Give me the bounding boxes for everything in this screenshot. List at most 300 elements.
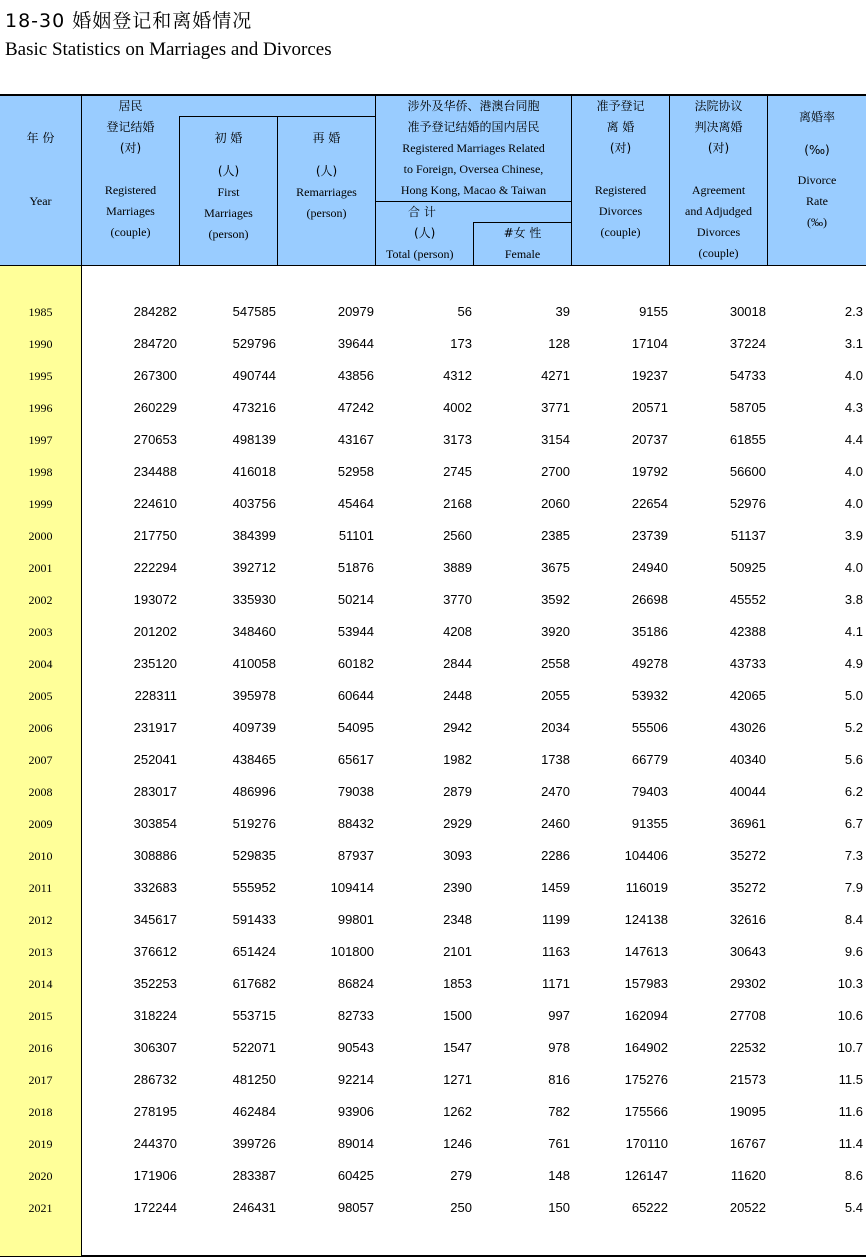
- resident-marriages-cell: 228311: [134, 688, 177, 703]
- foreign-female-cell: 2034: [541, 720, 570, 735]
- remarriages-cell: 87937: [337, 848, 374, 863]
- header-first-marriages: 初 婚 (人) First Marriages (person): [204, 131, 253, 241]
- foreign-female-cell: 150: [548, 1200, 570, 1215]
- foreign-total-cell: 279: [450, 1168, 472, 1183]
- first-marriages-cell: 547585: [232, 304, 276, 319]
- first-marriages-cell: 529796: [232, 336, 276, 351]
- table-row: [0, 680, 866, 712]
- registered-divorces-cell: 26698: [631, 592, 668, 607]
- foreign-total-cell: 4312: [443, 368, 472, 383]
- foreign-total-cell: 4208: [443, 624, 472, 639]
- remarriages-cell: 20979: [337, 304, 374, 319]
- year-cell: 1999: [28, 497, 53, 511]
- foreign-total-cell: 3889: [443, 560, 472, 575]
- year-cell: 1985: [28, 305, 53, 319]
- foreign-total-cell: 3173: [443, 432, 472, 447]
- table-row: [0, 1064, 866, 1096]
- foreign-total-cell: 1262: [443, 1104, 472, 1119]
- foreign-female-cell: 2055: [541, 688, 570, 703]
- header-bottom-rule: [0, 265, 866, 266]
- table-row: [0, 808, 866, 840]
- foreign-total-cell: 1246: [443, 1136, 472, 1151]
- court-divorces-cell: 30018: [729, 304, 766, 319]
- remarriages-cell: 51101: [338, 528, 374, 543]
- year-cell: 2012: [28, 913, 53, 927]
- registered-divorces-cell: 175276: [624, 1072, 668, 1087]
- table-row: [0, 904, 866, 936]
- header-remarriages: 再 婚 (人) Remarriages (person): [296, 131, 357, 220]
- resident-marriages-cell: 278195: [133, 1104, 177, 1119]
- court-divorces-cell: 40340: [729, 752, 766, 767]
- foreign-total-cell: 2560: [443, 528, 472, 543]
- year-cell: 2001: [28, 561, 53, 575]
- court-divorces-cell: 29302: [729, 976, 766, 991]
- foreign-female-cell: 1459: [541, 880, 570, 895]
- year-cell: 2006: [28, 721, 53, 735]
- divorce-rate-cell: 4.0: [844, 368, 863, 383]
- year-cell: 2013: [28, 945, 53, 959]
- table-row: [0, 1128, 866, 1160]
- first-marriages-cell: 246431: [232, 1200, 276, 1215]
- registered-divorces-cell: 116019: [625, 880, 668, 895]
- first-marriages-cell: 348460: [232, 624, 276, 639]
- table-row: [0, 328, 866, 360]
- header-resident-marriages: 居民 登记结婚 (对) Registered Marriages (couple): [104, 99, 157, 239]
- resident-marriages-cell: 267300: [133, 368, 177, 383]
- resident-marriages-cell: 303854: [133, 816, 177, 831]
- foreign-female-cell: 39: [555, 304, 570, 319]
- first-marriages-cell: 416018: [232, 464, 276, 479]
- year-cell: 2000: [28, 529, 53, 543]
- foreign-female-cell: 1163: [542, 944, 570, 959]
- divorce-rate-cell: 4.0: [844, 464, 863, 479]
- remarriages-cell: 101800: [330, 944, 374, 959]
- court-divorces-cell: 37224: [729, 336, 766, 351]
- registered-divorces-cell: 24940: [631, 560, 668, 575]
- divorce-rate-cell: 4.9: [844, 656, 863, 671]
- resident-marriages-cell: 332683: [133, 880, 177, 895]
- first-marriages-cell: 392712: [232, 560, 276, 575]
- registered-divorces-cell: 22654: [631, 496, 668, 511]
- first-marriages-cell: 555952: [232, 880, 276, 895]
- resident-marriages-cell: 171906: [133, 1168, 177, 1183]
- first-marriages-cell: 473216: [232, 400, 276, 415]
- court-divorces-cell: 42065: [729, 688, 766, 703]
- first-marriages-cell: 410058: [232, 656, 276, 671]
- table-row: [0, 744, 866, 776]
- foreign-female-cell: 761: [548, 1136, 570, 1151]
- foreign-total-cell: 1547: [443, 1040, 472, 1055]
- year-cell: 2016: [28, 1041, 53, 1055]
- registered-divorces-cell: 124138: [624, 912, 668, 927]
- foreign-total-cell: 2879: [443, 784, 472, 799]
- table-row: [0, 392, 866, 424]
- first-marriages-cell: 519276: [232, 816, 276, 831]
- remarriages-cell: 60644: [337, 688, 374, 703]
- resident-marriages-cell: 376612: [133, 944, 177, 959]
- court-divorces-cell: 22532: [729, 1040, 766, 1055]
- resident-marriages-cell: 244370: [133, 1136, 177, 1151]
- header-sub-rule-resident: [180, 116, 376, 117]
- table-row: [0, 1192, 866, 1224]
- foreign-total-cell: 2929: [443, 816, 472, 831]
- table-row: [0, 552, 866, 584]
- divorce-rate-cell: 3.1: [844, 336, 863, 351]
- court-divorces-cell: 30643: [729, 944, 766, 959]
- registered-divorces-cell: 23739: [631, 528, 668, 543]
- remarriages-cell: 79038: [337, 784, 374, 799]
- registered-divorces-cell: 164902: [624, 1040, 668, 1055]
- divorce-rate-cell: 3.8: [844, 592, 863, 607]
- foreign-total-cell: 2348: [443, 912, 472, 927]
- header-registered-divorces: 准予登记 离 婚 (对) Registered Divorces (couple): [594, 99, 647, 239]
- page-title-en: Basic Statistics on Marriages and Divorces: [5, 39, 332, 60]
- first-marriages-cell: 498139: [232, 432, 276, 447]
- foreign-total-cell: 173: [450, 336, 472, 351]
- first-marriages-cell: 403756: [232, 496, 276, 511]
- divorce-rate-cell: 5.6: [844, 752, 863, 767]
- registered-divorces-cell: 147613: [624, 944, 668, 959]
- resident-marriages-cell: 283017: [133, 784, 177, 799]
- year-cell: 2004: [28, 657, 53, 671]
- divorce-rate-cell: 6.7: [844, 816, 863, 831]
- foreign-female-cell: 1738: [541, 752, 570, 767]
- court-divorces-cell: 16767: [729, 1136, 766, 1151]
- first-marriages-cell: 651424: [232, 944, 276, 959]
- registered-divorces-cell: 126147: [624, 1168, 668, 1183]
- table-row: [0, 296, 866, 328]
- registered-divorces-cell: 175566: [624, 1104, 668, 1119]
- divorce-rate-cell: 5.0: [844, 688, 863, 703]
- registered-divorces-cell: 49278: [631, 656, 668, 671]
- table-row: [0, 520, 866, 552]
- divorce-rate-cell: 3.9: [844, 528, 863, 543]
- court-divorces-cell: 36961: [729, 816, 766, 831]
- first-marriages-cell: 522071: [232, 1040, 276, 1055]
- foreign-female-cell: 1171: [542, 976, 570, 991]
- foreign-total-cell: 3770: [443, 592, 472, 607]
- header-foreign-female: #女 性 Female: [503, 226, 542, 261]
- header-year: 年 份 Year: [26, 131, 55, 208]
- court-divorces-cell: 43026: [729, 720, 766, 735]
- header-foreign-marriages: 涉外及华侨、港澳台同胞 准予登记结婚的国内居民 Registered Marriages Related to Foreign, Oversea Chinese, Hong Kong, Macao & Taiwan: [400, 99, 547, 197]
- first-marriages-cell: 283387: [232, 1168, 276, 1183]
- remarriages-cell: 53944: [337, 624, 374, 639]
- registered-divorces-cell: 9155: [639, 304, 668, 319]
- foreign-total-cell: 3093: [443, 848, 472, 863]
- court-divorces-cell: 40044: [729, 784, 766, 799]
- remarriages-cell: 89014: [337, 1136, 374, 1151]
- divorce-rate-cell: 10.7: [837, 1040, 863, 1055]
- year-cell: 2018: [28, 1105, 53, 1119]
- year-cell: 2008: [28, 785, 53, 799]
- remarriages-cell: 39644: [337, 336, 374, 351]
- first-marriages-cell: 486996: [232, 784, 276, 799]
- year-cell: 2020: [28, 1169, 53, 1183]
- court-divorces-cell: 21573: [729, 1072, 766, 1087]
- table-row: [0, 456, 866, 488]
- foreign-female-cell: 782: [548, 1104, 570, 1119]
- remarriages-cell: 60425: [337, 1168, 374, 1183]
- foreign-female-cell: 2286: [541, 848, 570, 863]
- table-row: [0, 1160, 866, 1192]
- divorce-rate-cell: 4.0: [844, 496, 863, 511]
- court-divorces-cell: 54733: [729, 368, 766, 383]
- divorce-rate-cell: 4.0: [844, 560, 863, 575]
- year-cell: 2007: [28, 753, 53, 767]
- remarriages-cell: 82733: [337, 1008, 374, 1023]
- foreign-female-cell: 2460: [541, 816, 570, 831]
- first-marriages-cell: 384399: [232, 528, 276, 543]
- registered-divorces-cell: 65222: [631, 1200, 668, 1215]
- remarriages-cell: 109414: [330, 880, 374, 895]
- divorce-rate-cell: 11.4: [838, 1136, 863, 1151]
- table-row: [0, 968, 866, 1000]
- remarriages-cell: 50214: [337, 592, 374, 607]
- resident-marriages-cell: 284282: [133, 304, 177, 319]
- table-row: [0, 488, 866, 520]
- court-divorces-cell: 45552: [729, 592, 766, 607]
- resident-marriages-cell: 260229: [133, 400, 177, 415]
- resident-marriages-cell: 286732: [133, 1072, 177, 1087]
- divorce-rate-cell: 5.2: [844, 720, 863, 735]
- table-row: [0, 1032, 866, 1064]
- foreign-total-cell: 2448: [443, 688, 472, 703]
- remarriages-cell: 43856: [337, 368, 374, 383]
- foreign-female-cell: 4271: [541, 368, 570, 383]
- registered-divorces-cell: 104406: [624, 848, 668, 863]
- table-row: [0, 872, 866, 904]
- registered-divorces-cell: 20737: [631, 432, 668, 447]
- remarriages-cell: 54095: [337, 720, 374, 735]
- foreign-total-cell: 56: [457, 304, 472, 319]
- foreign-female-cell: 2060: [541, 496, 570, 511]
- first-marriages-cell: 529835: [232, 848, 276, 863]
- resident-marriages-cell: 234488: [133, 464, 177, 479]
- divorce-rate-cell: 11.6: [838, 1104, 863, 1119]
- resident-marriages-cell: 308886: [133, 848, 177, 863]
- remarriages-cell: 93906: [337, 1104, 374, 1119]
- foreign-total-cell: 2844: [443, 656, 472, 671]
- foreign-female-cell: 3771: [541, 400, 570, 415]
- table-row: [0, 1096, 866, 1128]
- year-cell: 2019: [28, 1137, 53, 1151]
- table-row: [0, 360, 866, 392]
- first-marriages-cell: 553715: [232, 1008, 276, 1023]
- header-divorce-rate: 离婚率 (‰) Divorce Rate (‰): [797, 110, 837, 229]
- foreign-total-cell: 250: [450, 1200, 472, 1215]
- year-cell: 2010: [28, 849, 53, 863]
- resident-marriages-cell: 352253: [133, 976, 177, 991]
- court-divorces-cell: 51137: [730, 528, 766, 543]
- registered-divorces-cell: 79403: [631, 784, 668, 799]
- resident-marriages-cell: 318224: [133, 1008, 177, 1023]
- foreign-total-cell: 2390: [443, 880, 472, 895]
- registered-divorces-cell: 35186: [631, 624, 668, 639]
- registered-divorces-cell: 170110: [625, 1136, 668, 1151]
- court-divorces-cell: 42388: [729, 624, 766, 639]
- court-divorces-cell: 56600: [729, 464, 766, 479]
- court-divorces-cell: 43733: [729, 656, 766, 671]
- foreign-total-cell: 2745: [443, 464, 472, 479]
- foreign-total-cell: 1271: [443, 1072, 472, 1087]
- resident-marriages-cell: 270653: [133, 432, 177, 447]
- divorce-rate-cell: 5.4: [844, 1200, 863, 1215]
- divorce-rate-cell: 6.2: [844, 784, 863, 799]
- divorce-rate-cell: 9.6: [844, 944, 863, 959]
- resident-marriages-cell: 193072: [133, 592, 177, 607]
- foreign-total-cell: 2101: [443, 944, 472, 959]
- table-row: [0, 648, 866, 680]
- court-divorces-cell: 35272: [729, 848, 766, 863]
- resident-marriages-cell: 235120: [133, 656, 177, 671]
- registered-divorces-cell: 17104: [631, 336, 668, 351]
- divorce-rate-cell: 4.3: [844, 400, 863, 415]
- year-cell: 2014: [28, 977, 53, 991]
- foreign-female-cell: 1199: [542, 912, 570, 927]
- first-marriages-cell: 409739: [232, 720, 276, 735]
- registered-divorces-cell: 53932: [631, 688, 668, 703]
- table-row: [0, 1000, 866, 1032]
- divorce-rate-cell: 4.1: [844, 624, 863, 639]
- header-court-divorces: 法院协议 判决离婚 (对) Agreement and Adjudged Divorces (couple): [685, 99, 752, 260]
- resident-marriages-cell: 252041: [133, 752, 177, 767]
- first-marriages-cell: 335930: [232, 592, 276, 607]
- divorce-rate-cell: 7.9: [844, 880, 863, 895]
- foreign-female-cell: 148: [548, 1168, 570, 1183]
- foreign-female-cell: 2558: [541, 656, 570, 671]
- resident-marriages-cell: 217750: [133, 528, 177, 543]
- resident-marriages-cell: 222294: [133, 560, 177, 575]
- foreign-female-cell: 997: [548, 1008, 570, 1023]
- registered-divorces-cell: 91355: [631, 816, 668, 831]
- remarriages-cell: 92214: [337, 1072, 374, 1087]
- first-marriages-cell: 399726: [232, 1136, 276, 1151]
- court-divorces-cell: 58705: [729, 400, 766, 415]
- table-row: [0, 584, 866, 616]
- year-cell: 2005: [28, 689, 53, 703]
- court-divorces-cell: 11620: [730, 1168, 766, 1183]
- registered-divorces-cell: 19237: [631, 368, 668, 383]
- registered-divorces-cell: 66779: [631, 752, 668, 767]
- first-marriages-cell: 591433: [232, 912, 276, 927]
- foreign-total-cell: 1982: [443, 752, 472, 767]
- remarriages-cell: 99801: [337, 912, 374, 927]
- remarriages-cell: 47242: [337, 400, 374, 415]
- remarriages-cell: 60182: [337, 656, 374, 671]
- foreign-total-cell: 4002: [443, 400, 472, 415]
- header-foreign-total: 合 计 (人) Total (person): [386, 205, 454, 261]
- year-cell: 1998: [28, 465, 53, 479]
- divorce-rate-cell: 8.4: [844, 912, 863, 927]
- registered-divorces-cell: 162094: [624, 1008, 668, 1023]
- first-marriages-cell: 490744: [232, 368, 276, 383]
- remarriages-cell: 98057: [337, 1200, 374, 1215]
- year-cell: 2011: [28, 881, 53, 895]
- year-cell: 1996: [28, 401, 53, 415]
- foreign-total-cell: 1853: [443, 976, 472, 991]
- foreign-female-cell: 3920: [541, 624, 570, 639]
- foreign-female-cell: 978: [548, 1040, 570, 1055]
- year-cell: 1995: [28, 369, 53, 383]
- resident-marriages-cell: 306307: [133, 1040, 177, 1055]
- remarriages-cell: 43167: [337, 432, 374, 447]
- registered-divorces-cell: 20571: [631, 400, 668, 415]
- remarriages-cell: 45464: [337, 496, 374, 511]
- remarriages-cell: 52958: [337, 464, 374, 479]
- court-divorces-cell: 32616: [729, 912, 766, 927]
- resident-marriages-cell: 172244: [133, 1200, 177, 1215]
- foreign-female-cell: 2470: [541, 784, 570, 799]
- registered-divorces-cell: 55506: [631, 720, 668, 735]
- first-marriages-cell: 395978: [232, 688, 276, 703]
- first-marriages-cell: 462484: [232, 1104, 276, 1119]
- court-divorces-cell: 19095: [729, 1104, 766, 1119]
- year-cell: 2003: [28, 625, 53, 639]
- resident-marriages-cell: 345617: [133, 912, 177, 927]
- foreign-total-cell: 1500: [443, 1008, 472, 1023]
- table-row: [0, 616, 866, 648]
- year-cell: 2002: [28, 593, 53, 607]
- court-divorces-cell: 52976: [729, 496, 766, 511]
- foreign-total-cell: 2168: [443, 496, 472, 511]
- divorce-rate-cell: 10.3: [837, 976, 863, 991]
- table-row: [0, 840, 866, 872]
- foreign-total-cell: 2942: [443, 720, 472, 735]
- year-cell: 2021: [28, 1201, 53, 1215]
- year-cell: 2017: [28, 1073, 53, 1087]
- table-row: [0, 712, 866, 744]
- foreign-female-cell: 816: [548, 1072, 570, 1087]
- foreign-female-cell: 2385: [541, 528, 570, 543]
- remarriages-cell: 90543: [337, 1040, 374, 1055]
- divorce-rate-cell: 11.5: [838, 1072, 863, 1087]
- divorce-rate-cell: 8.6: [844, 1168, 863, 1183]
- remarriages-cell: 51876: [337, 560, 374, 575]
- page-title-cn: 18-30 婚姻登记和离婚情况: [5, 10, 253, 32]
- registered-divorces-cell: 157983: [624, 976, 668, 991]
- foreign-female-cell: 3592: [541, 592, 570, 607]
- table-row: [0, 776, 866, 808]
- divorce-rate-cell: 10.6: [837, 1008, 863, 1023]
- foreign-female-cell: 128: [548, 336, 570, 351]
- year-cell: 1990: [28, 337, 53, 351]
- court-divorces-cell: 27708: [729, 1008, 766, 1023]
- resident-marriages-cell: 231917: [133, 720, 177, 735]
- first-marriages-cell: 438465: [232, 752, 276, 767]
- year-cell: 2009: [28, 817, 53, 831]
- registered-divorces-cell: 19792: [631, 464, 668, 479]
- court-divorces-cell: 20522: [729, 1200, 766, 1215]
- foreign-female-cell: 2700: [541, 464, 570, 479]
- table-row: [0, 936, 866, 968]
- remarriages-cell: 86824: [337, 976, 374, 991]
- table-row: [0, 424, 866, 456]
- first-marriages-cell: 617682: [232, 976, 276, 991]
- court-divorces-cell: 50925: [729, 560, 766, 575]
- resident-marriages-cell: 201202: [133, 624, 177, 639]
- remarriages-cell: 65617: [337, 752, 374, 767]
- remarriages-cell: 88432: [337, 816, 374, 831]
- resident-marriages-cell: 224610: [133, 496, 177, 511]
- first-marriages-cell: 481250: [232, 1072, 276, 1087]
- year-cell: 2015: [28, 1009, 53, 1023]
- foreign-female-cell: 3154: [541, 432, 570, 447]
- court-divorces-cell: 35272: [729, 880, 766, 895]
- divorce-rate-cell: 2.3: [844, 304, 863, 319]
- resident-marriages-cell: 284720: [133, 336, 177, 351]
- divorce-rate-cell: 4.4: [844, 432, 863, 447]
